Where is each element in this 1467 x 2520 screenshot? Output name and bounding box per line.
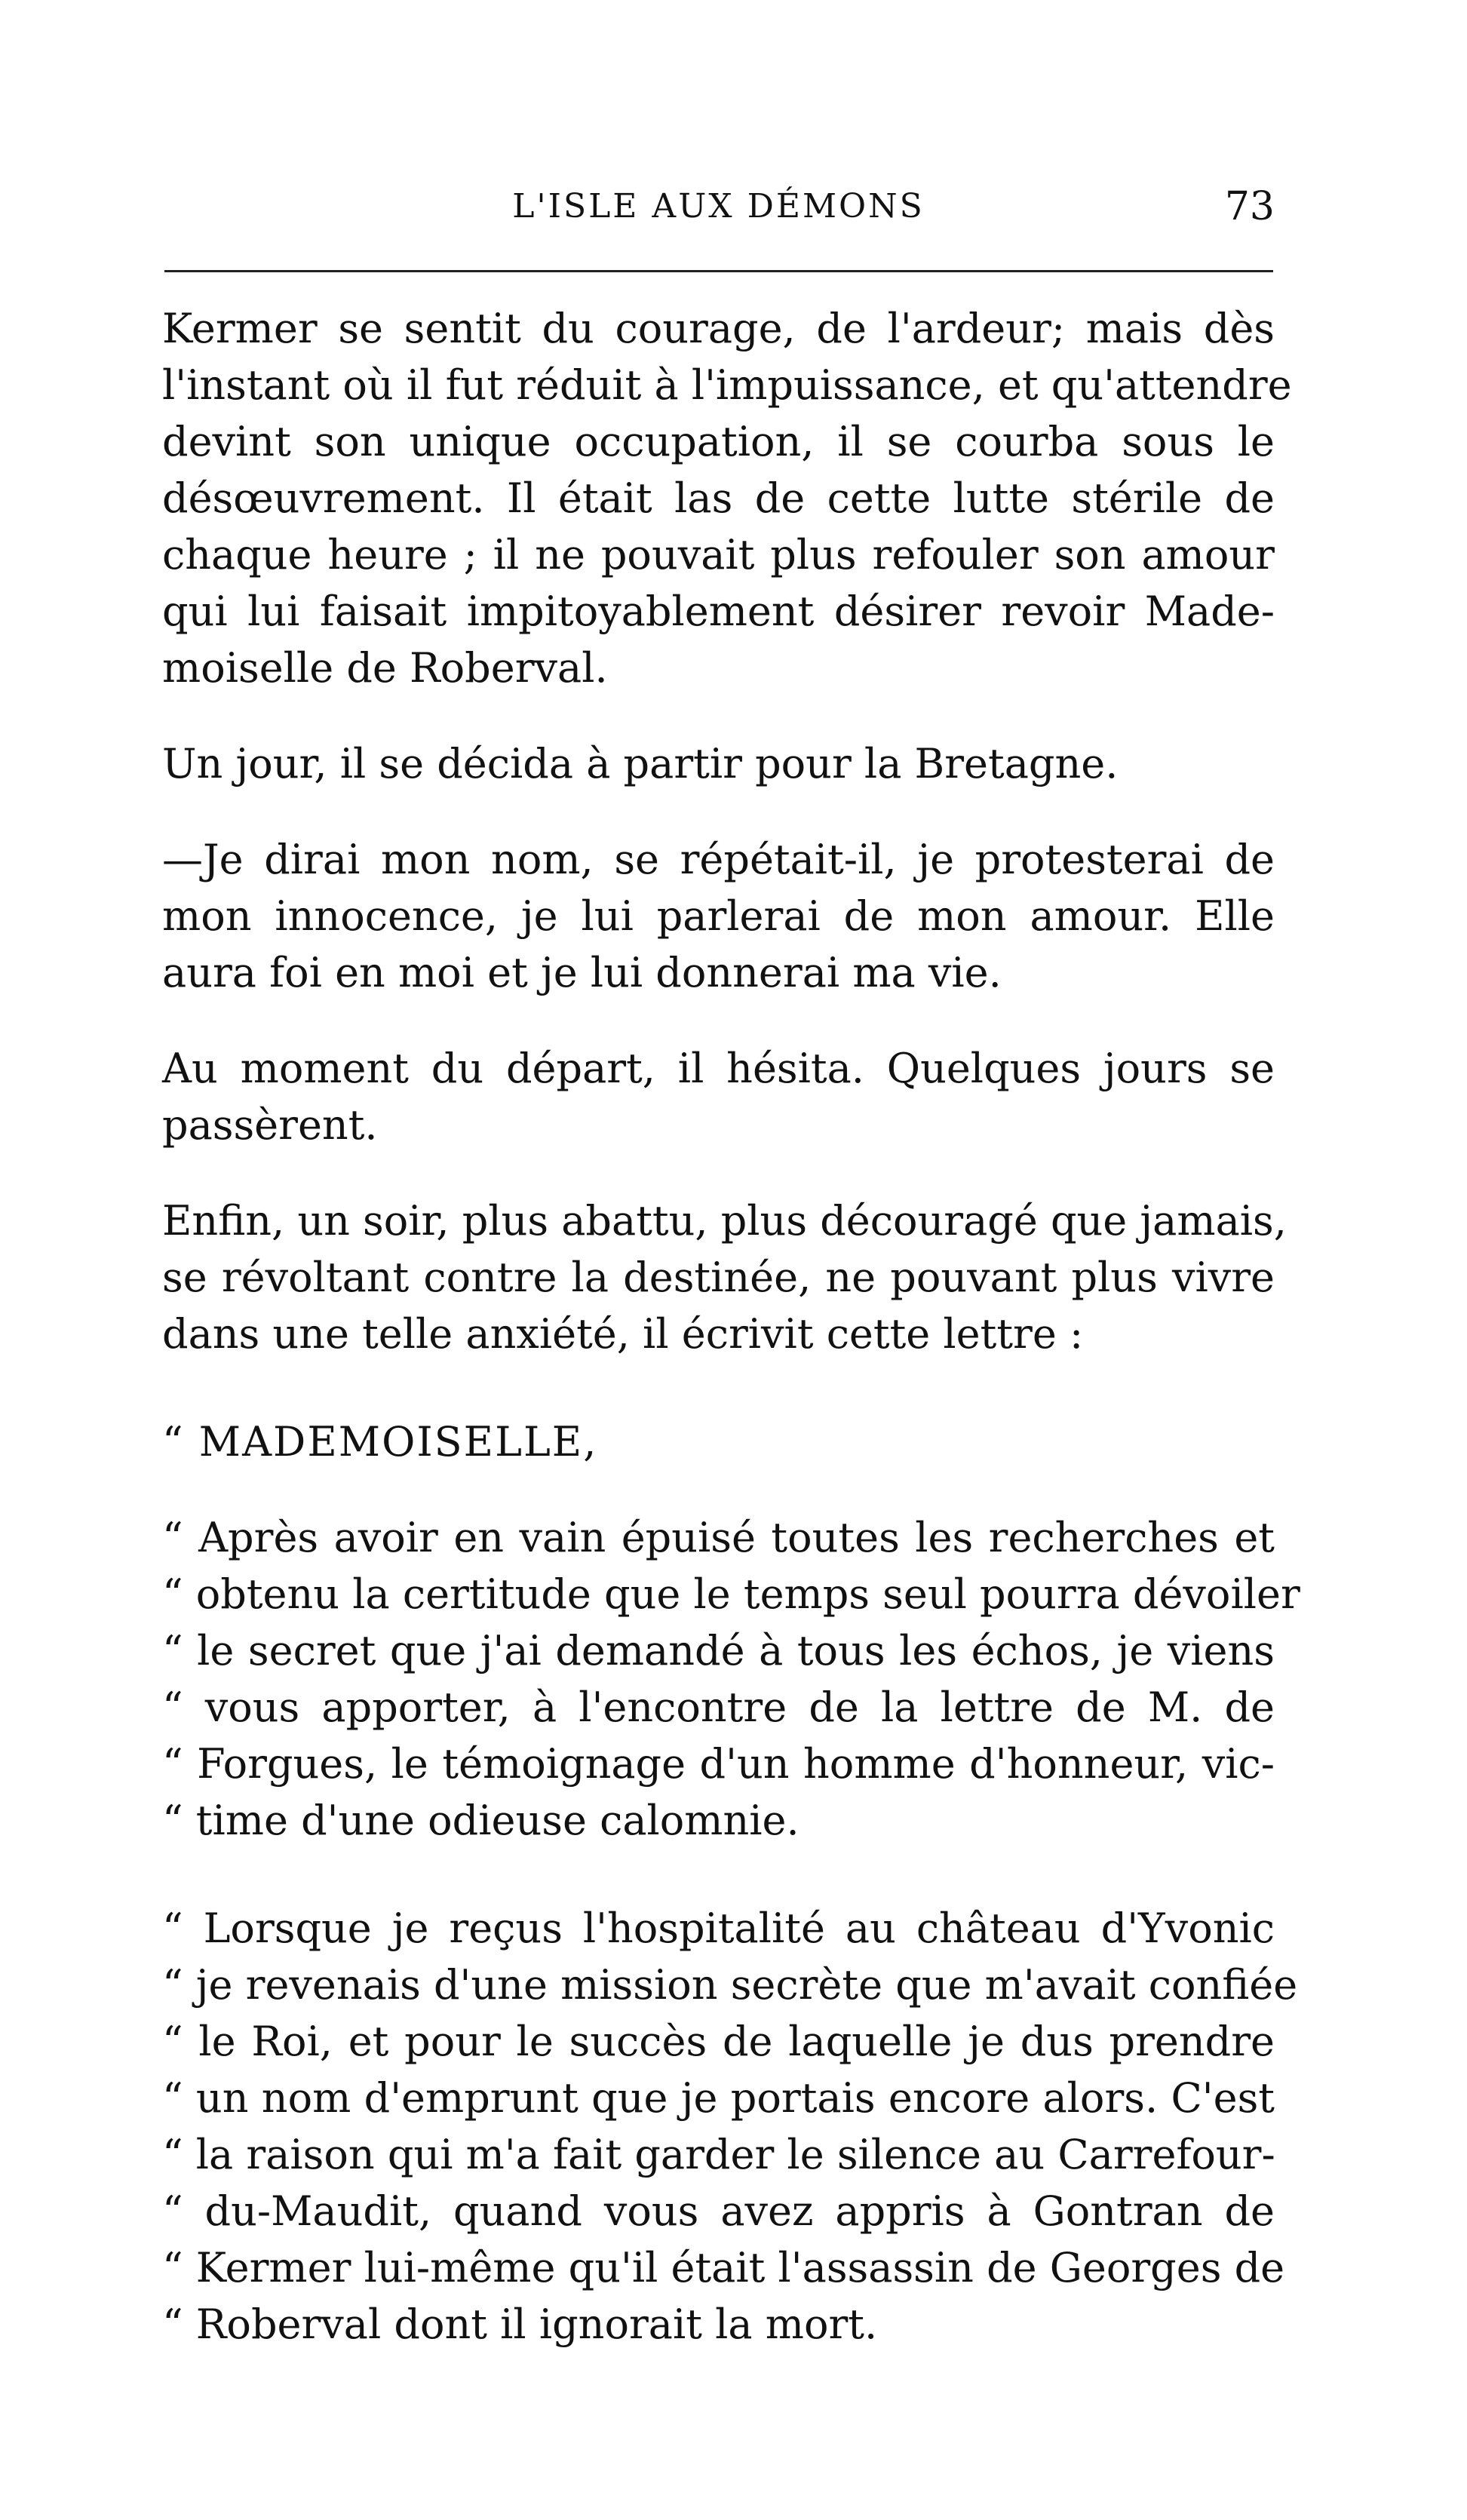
text-line: “ je revenais d'une mission secrète que m'avait confiée [162,1961,1298,2009]
text-line: Enfin, un soir, plus abattu, plus découragé que jamais, [162,1197,1287,1245]
paragraph-gap [162,1001,1275,1040]
text-line: dans une telle anxiété, il écrivit cette lettre : [162,1310,1084,1358]
text-line: “ la raison qui m'a fait garder le silence au Carrefour- [162,2131,1275,2178]
text-line: —Je dirai mon nom, se répétait-il, je protesterai de [162,836,1275,883]
text-line: “ Lorsque je reçus l'hospitalité au château d'Yvonic [162,1905,1275,1952]
text-line: “ time d'une odieuse calomnie. [162,1797,799,1844]
body-text [162,300,1300,2353]
paragraph-3 [162,831,1275,1001]
text-line: “ du-Maudit, quand vous avez appris à Gontran de [162,2187,1275,2235]
text-line: devint son unique occupation, il se courba sous le [162,418,1275,465]
paragraph-gap [162,1153,1275,1192]
text-line: moiselle de Roberval. [162,644,608,692]
text-line: aura foi en moi et je lui donnerai ma vie. [162,949,1002,996]
text-line: chaque heure ; il ne pouvait plus refouler son amour [162,531,1275,579]
paragraph-gap [162,1362,1275,1413]
text-line: mon innocence, je lui parlerai de mon amour. Elle [162,892,1275,940]
page-header [162,184,1275,240]
paragraph-gap [162,696,1275,735]
text-line: “ vous apporter, à l'encontre de la lettre de M. de [162,1684,1275,1731]
text-line: “ Forgues, le témoignage d'un homme d'honneur, vic- [162,1740,1275,1788]
text-line: Kermer se sentit du courage, de l'ardeur; mais dès [162,305,1275,352]
text-line: l'instant où il fut réduit à l'impuissance, et qu'attendre [162,361,1292,409]
letter-paragraph-1 [162,1509,1300,1849]
paragraph-2 [162,735,1275,792]
paragraph-gap [162,1849,1275,1900]
letter-salutation [162,1413,1275,1470]
paragraph-4 [162,1040,1275,1153]
text-line: “ un nom d'emprunt que je portais encore alors. C'est [162,2074,1275,2122]
paragraph-gap [162,792,1275,831]
text-line: “ Après avoir en vain épuisé toutes les recherches et [162,1514,1275,1561]
text-line: Un jour, il se décida à partir pour la Bretagne. [162,740,1119,787]
running-title: L'ISLE AUX DÉMONS [512,187,925,226]
text-line: “ le secret que j'ai demandé à tous les échos, je viens [162,1627,1275,1674]
text-line: désœuvrement. Il était las de cette lutte stérile de [162,474,1275,522]
text-line: passèrent. [162,1101,378,1149]
text-line: “ le Roi, et pour le succès de laquelle je dus prendre [162,2018,1275,2065]
paragraph-gap [162,1470,1275,1509]
letter-paragraph-2 [162,1900,1298,2353]
page-number: 73 [1224,184,1275,229]
text-line: “ obtenu la certitude que le temps seul pourra dévoiler [162,1570,1300,1618]
paragraph-1 [162,300,1292,696]
text-line: qui lui faisait impitoyablement désirer revoir Made- [162,588,1275,635]
paragraph-5 [162,1192,1287,1362]
text-line: “ Kermer lui-même qu'il était l'assassin de Georges de [162,2244,1285,2291]
header-rule [164,270,1273,272]
text-line: Au moment du départ, il hésita. Quelques jours se [162,1045,1275,1092]
text-line: se révoltant contre la destinée, ne pouvant plus vivre [162,1254,1275,1301]
text-line: “ Roberval dont il ignorait la mort. [162,2301,878,2348]
text-line: “ MADEMOISELLE, [162,1418,598,1466]
